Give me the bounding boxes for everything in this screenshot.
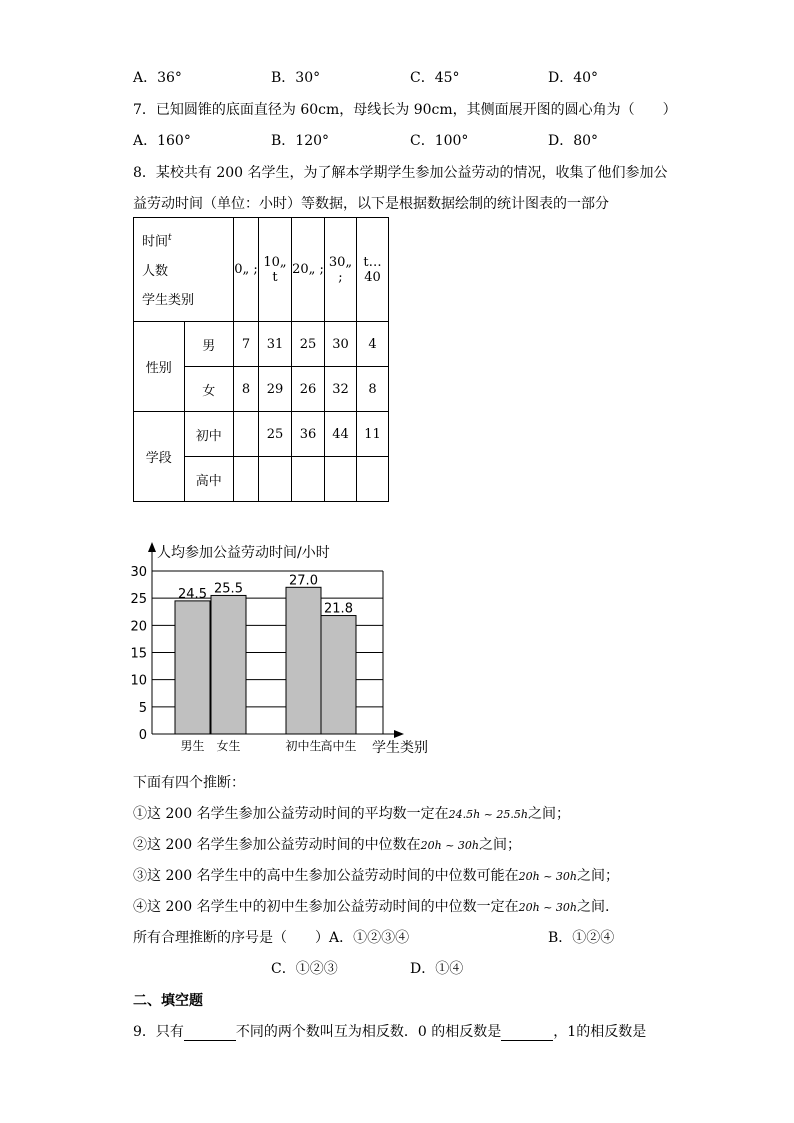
inference-3-range: 20h ~ 30h — [518, 870, 577, 883]
interval-0: 0„ ; — [234, 218, 259, 322]
bar — [211, 595, 246, 734]
y-tick-label: 15 — [130, 646, 147, 662]
x-category-label: 男生 — [180, 739, 205, 753]
q8-stem-line1: 8．某校共有 200 名学生，为了解本学期学生参加公益劳动的情况，收集了他们参加公 — [133, 165, 668, 181]
table-cell: 29 — [259, 367, 292, 412]
table-cell: 25 — [292, 322, 325, 367]
q9-stem — [133, 1021, 646, 1041]
y-axis-title: 人均参加公益劳动时间/小时 — [157, 545, 330, 561]
y-axis-arrow — [148, 542, 156, 552]
x-axis-arrow — [394, 730, 404, 738]
q6-option-b: B．30° — [271, 70, 321, 86]
table-cell: 44 — [325, 412, 357, 457]
q9-part3: ，1的相反数是 — [553, 1024, 647, 1040]
y-tick-label: 30 — [130, 565, 147, 580]
inference-2-tail: 之间； — [479, 837, 521, 853]
inference-3-text: ③这 200 名学生中的高中生参加公益劳动时间的中位数可能在 — [133, 868, 519, 884]
y-tick-label: 20 — [130, 619, 147, 635]
inference-2-text: ②这 200 名学生参加公益劳动时间的中位数在 — [133, 837, 421, 853]
table-cell: 25 — [259, 412, 292, 457]
group-gender: 性别 — [134, 322, 185, 412]
table-cell: 11 — [357, 412, 389, 457]
q7-option-d: D．80° — [548, 133, 599, 149]
q7-option-a: A．160° — [133, 133, 191, 149]
q9-blank-2[interactable] — [501, 1039, 553, 1041]
q8-option-c: C．①②③ — [271, 961, 338, 977]
bar — [175, 601, 210, 734]
table-cell: 8 — [234, 367, 259, 412]
q8-question: 所有合理推断的序号是（ ）A．①②③④ — [133, 930, 410, 946]
table-cell: 8 — [357, 367, 389, 412]
q8-option-b: B．①②④ — [548, 930, 615, 946]
x-axis-title: 学生类别 — [372, 740, 428, 756]
bar — [321, 616, 356, 734]
x-category-label: 高中生 — [320, 739, 357, 753]
y-tick-label: 5 — [138, 700, 147, 716]
table-cell: 32 — [325, 367, 357, 412]
interval-2: 20„ ; — [292, 218, 325, 322]
q6-option-a: A．36° — [133, 70, 182, 86]
q7-option-c: C．100° — [410, 133, 469, 149]
q9-part1: 9．只有 — [133, 1024, 184, 1040]
header-t: t — [168, 233, 172, 244]
inference-3 — [133, 865, 619, 885]
inference-1-tail: 之间； — [528, 806, 570, 822]
inference-4-tail: 之间. — [577, 899, 610, 915]
interval-1: 10„ t — [259, 218, 292, 322]
header-line-time: 时间 — [142, 234, 169, 250]
row-label-male: 男 — [184, 322, 233, 367]
row-label-female: 女 — [184, 367, 233, 412]
y-tick-label: 0 — [138, 728, 147, 743]
header-line-count: 人数 — [142, 263, 169, 279]
q9-part2: 不同的两个数叫互为相反数．0 的相反数是 — [235, 1024, 502, 1040]
q6-option-c: C．45° — [410, 70, 460, 86]
header-line-category: 学生类别 — [142, 292, 195, 308]
q7-option-b: B．120° — [271, 133, 330, 149]
y-tick-label: 10 — [130, 673, 147, 689]
row-label-senior: 高中 — [184, 457, 233, 502]
x-category-label: 女生 — [216, 739, 241, 753]
y-tick-label: 25 — [130, 592, 147, 608]
table-cell: 31 — [259, 322, 292, 367]
inference-4-range: 20h ~ 30h — [518, 901, 577, 914]
table-cell: 26 — [292, 367, 325, 412]
bar-value-label: 25.5 — [214, 581, 243, 597]
inference-2-range: 20h ~ 30h — [420, 839, 479, 852]
section-title-fill-in: 二、填空题 — [133, 993, 203, 1009]
inference-intro: 下面有四个推断： — [133, 775, 245, 791]
inference-4 — [133, 896, 609, 916]
q9-blank-1[interactable] — [184, 1039, 236, 1041]
inference-1-range: 24.5h ~ 25.5h — [448, 808, 528, 821]
bar-value-label: 21.8 — [324, 601, 353, 617]
x-category-label: 初中生 — [285, 739, 322, 753]
bar-value-label: 24.5 — [178, 586, 207, 602]
bar — [286, 587, 321, 734]
group-stage: 学段 — [134, 412, 185, 502]
inference-4-text: ④这 200 名学生中的初中生参加公益劳动时间的中位数一定在 — [133, 899, 519, 915]
q8-option-d: D．①④ — [410, 961, 464, 977]
bar-value-label: 27.0 — [289, 573, 318, 589]
table-cell: 36 — [292, 412, 325, 457]
q6-option-d: D．40° — [548, 70, 599, 86]
inference-3-tail: 之间； — [577, 868, 619, 884]
q8-stem-line2: 益劳动时间（单位：小时）等数据，以下是根据数据绘制的统计图表的一部分 — [133, 196, 609, 212]
row-label-junior: 初中 — [184, 412, 233, 457]
table-cell: 30 — [325, 322, 357, 367]
interval-4: t… 40 — [357, 218, 389, 322]
inference-2 — [133, 834, 521, 854]
table-cell: 4 — [357, 322, 389, 367]
inference-1 — [133, 803, 570, 823]
interval-3: 30„ ; — [325, 218, 357, 322]
q7-stem: 7．已知圆锥的底面直径为 60cm，母线长为 90cm，其侧面展开图的圆心角为（ ） — [133, 102, 677, 118]
table-cell: 7 — [234, 322, 259, 367]
inference-1-text: ①这 200 名学生参加公益劳动时间的平均数一定在 — [133, 806, 449, 822]
